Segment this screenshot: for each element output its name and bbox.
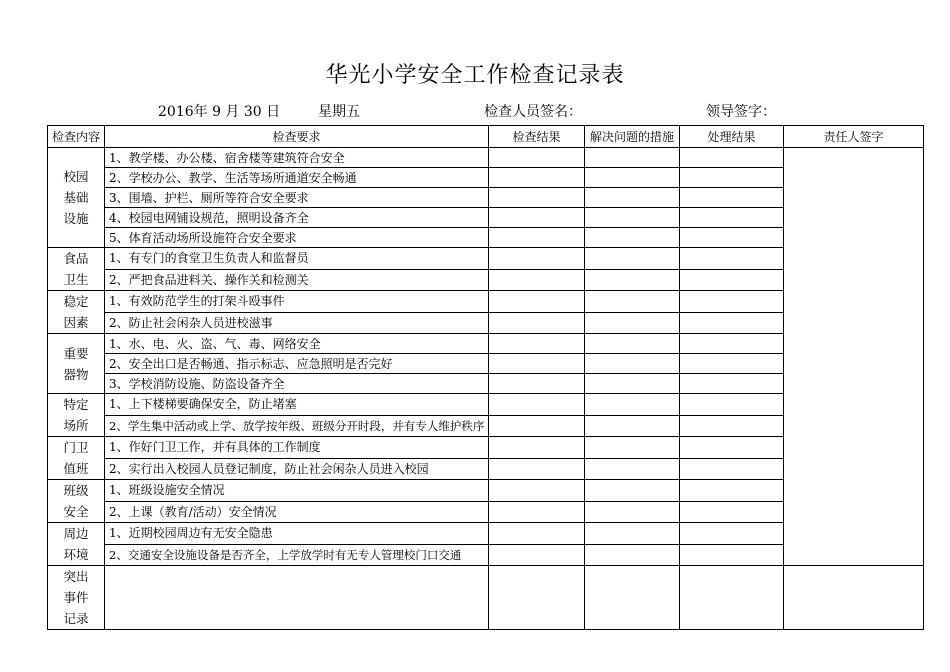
measures-cell[interactable] xyxy=(585,228,680,248)
result-cell[interactable] xyxy=(489,458,585,480)
measures-cell[interactable] xyxy=(585,437,680,459)
column-header-requirements: 检查要求 xyxy=(105,126,489,148)
table-row xyxy=(48,148,924,168)
measures-cell[interactable] xyxy=(585,458,680,480)
category-cell: 特定 场所 xyxy=(48,394,105,437)
handling-cell[interactable] xyxy=(680,312,784,334)
handling-cell[interactable] xyxy=(680,208,784,228)
category-cell: 班级 安全 xyxy=(48,480,105,523)
handling-cell[interactable] xyxy=(680,188,784,208)
measures-cell[interactable] xyxy=(585,394,680,416)
requirement-cell: 1、教学楼、办公楼、宿舍楼等建筑符合安全 xyxy=(105,148,489,168)
result-cell[interactable] xyxy=(489,437,585,459)
result-cell[interactable] xyxy=(489,566,585,630)
handling-cell[interactable] xyxy=(680,415,784,437)
measures-cell[interactable] xyxy=(585,415,680,437)
category-cell: 重要 器物 xyxy=(48,334,105,394)
handling-cell[interactable] xyxy=(680,458,784,480)
result-cell[interactable] xyxy=(489,394,585,416)
column-header-result: 检查结果 xyxy=(489,126,585,148)
requirement-cell: 2、交通安全设施设备是否齐全，上学放学时有无专人管理校门口交通 xyxy=(105,544,489,566)
handling-cell[interactable] xyxy=(680,501,784,523)
handling-cell[interactable] xyxy=(680,480,784,502)
requirement-cell: 1、作好门卫工作，并有具体的工作制度 xyxy=(105,437,489,459)
result-cell[interactable] xyxy=(489,168,585,188)
handling-cell[interactable] xyxy=(680,269,784,291)
handling-cell[interactable] xyxy=(680,566,784,630)
requirement-cell: 1、有专门的食堂卫生负责人和监督员 xyxy=(105,248,489,270)
result-cell[interactable] xyxy=(489,208,585,228)
inspection-table xyxy=(47,125,924,630)
measures-cell[interactable] xyxy=(585,501,680,523)
table-row xyxy=(48,566,924,630)
incident-record-cell[interactable] xyxy=(105,566,489,630)
measures-cell[interactable] xyxy=(585,248,680,270)
result-cell[interactable] xyxy=(489,523,585,545)
measures-cell[interactable] xyxy=(585,480,680,502)
requirement-cell: 3、围墙、护栏、厕所等符合安全要求 xyxy=(105,188,489,208)
category-cell: 校园 基础 设施 xyxy=(48,148,105,248)
column-header-content: 检查内容 xyxy=(48,126,105,148)
handling-cell[interactable] xyxy=(680,228,784,248)
result-cell[interactable] xyxy=(489,228,585,248)
handling-cell[interactable] xyxy=(680,148,784,168)
handling-cell[interactable] xyxy=(680,248,784,270)
result-cell[interactable] xyxy=(489,354,585,374)
requirement-cell: 2、安全出口是否畅通、指示标志、应急照明是否完好 xyxy=(105,354,489,374)
result-cell[interactable] xyxy=(489,480,585,502)
result-cell[interactable] xyxy=(489,501,585,523)
requirement-cell: 3、学校消防设施、防盗设备齐全 xyxy=(105,374,489,394)
requirement-cell: 2、上课（教育/活动）安全情况 xyxy=(105,501,489,523)
responsible-signature-cell[interactable] xyxy=(784,566,924,630)
result-cell[interactable] xyxy=(489,269,585,291)
requirement-cell: 5、体育活动场所设施符合安全要求 xyxy=(105,228,489,248)
table-header-row xyxy=(48,126,924,148)
handling-cell[interactable] xyxy=(680,334,784,354)
measures-cell[interactable] xyxy=(585,566,680,630)
inspection-date: 2016年 9 月 30 日 xyxy=(158,104,281,120)
form-title: 华光小学安全工作检查记录表 xyxy=(325,63,625,88)
result-cell[interactable] xyxy=(489,374,585,394)
requirement-cell: 1、水、电、火、盗、气、毒、网络安全 xyxy=(105,334,489,354)
handling-cell[interactable] xyxy=(680,394,784,416)
inspector-signature-label: 检查人员签名： xyxy=(484,104,582,120)
requirement-cell: 1、有效防范学生的打架斗殴事件 xyxy=(105,291,489,313)
result-cell[interactable] xyxy=(489,544,585,566)
measures-cell[interactable] xyxy=(585,354,680,374)
measures-cell[interactable] xyxy=(585,334,680,354)
requirement-cell: 1、班级设施安全情况 xyxy=(105,480,489,502)
measures-cell[interactable] xyxy=(585,168,680,188)
measures-cell[interactable] xyxy=(585,544,680,566)
leader-signature-label: 领导签字： xyxy=(706,104,776,120)
result-cell[interactable] xyxy=(489,312,585,334)
category-cell: 突出 事件 记录 xyxy=(48,566,105,630)
measures-cell[interactable] xyxy=(585,188,680,208)
category-cell: 食品 卫生 xyxy=(48,248,105,291)
column-header-responsible: 责任人签字 xyxy=(784,126,924,148)
handling-cell[interactable] xyxy=(680,523,784,545)
column-header-measures: 解决问题的措施 xyxy=(585,126,680,148)
measures-cell[interactable] xyxy=(585,291,680,313)
measures-cell[interactable] xyxy=(585,374,680,394)
handling-cell[interactable] xyxy=(680,544,784,566)
category-cell: 门卫 值班 xyxy=(48,437,105,480)
responsible-signature-cell[interactable] xyxy=(784,148,924,566)
requirement-cell: 2、学校办公、教学、生活等场所通道安全畅通 xyxy=(105,168,489,188)
column-header-handling: 处理结果 xyxy=(680,126,784,148)
measures-cell[interactable] xyxy=(585,269,680,291)
measures-cell[interactable] xyxy=(585,148,680,168)
result-cell[interactable] xyxy=(489,291,585,313)
measures-cell[interactable] xyxy=(585,312,680,334)
category-cell: 周边 环境 xyxy=(48,523,105,566)
category-cell: 稳定 因素 xyxy=(48,291,105,334)
result-cell[interactable] xyxy=(489,148,585,168)
result-cell[interactable] xyxy=(489,188,585,208)
requirement-cell: 1、近期校园周边有无安全隐患 xyxy=(105,523,489,545)
requirement-cell: 2、实行出入校园人员登记制度，防止社会闲杂人员进入校园 xyxy=(105,458,489,480)
result-cell[interactable] xyxy=(489,334,585,354)
handling-cell[interactable] xyxy=(680,354,784,374)
handling-cell[interactable] xyxy=(680,437,784,459)
weekday: 星期五 xyxy=(318,104,360,120)
handling-cell[interactable] xyxy=(680,168,784,188)
measures-cell[interactable] xyxy=(585,523,680,545)
requirement-cell: 2、防止社会闲杂人员进校滋事 xyxy=(105,312,489,334)
measures-cell[interactable] xyxy=(585,208,680,228)
result-cell[interactable] xyxy=(489,415,585,437)
result-cell[interactable] xyxy=(489,248,585,270)
requirement-cell: 2、学生集中活动或上学、放学按年级、班级分开时段，并有专人维护秩序 xyxy=(105,415,489,437)
requirement-cell: 4、校园电网铺设规范，照明设备齐全 xyxy=(105,208,489,228)
handling-cell[interactable] xyxy=(680,291,784,313)
handling-cell[interactable] xyxy=(680,374,784,394)
requirement-cell: 2、严把食品进料关、操作关和检测关 xyxy=(105,269,489,291)
requirement-cell: 1、上下楼梯要确保安全，防止堵塞 xyxy=(105,394,489,416)
